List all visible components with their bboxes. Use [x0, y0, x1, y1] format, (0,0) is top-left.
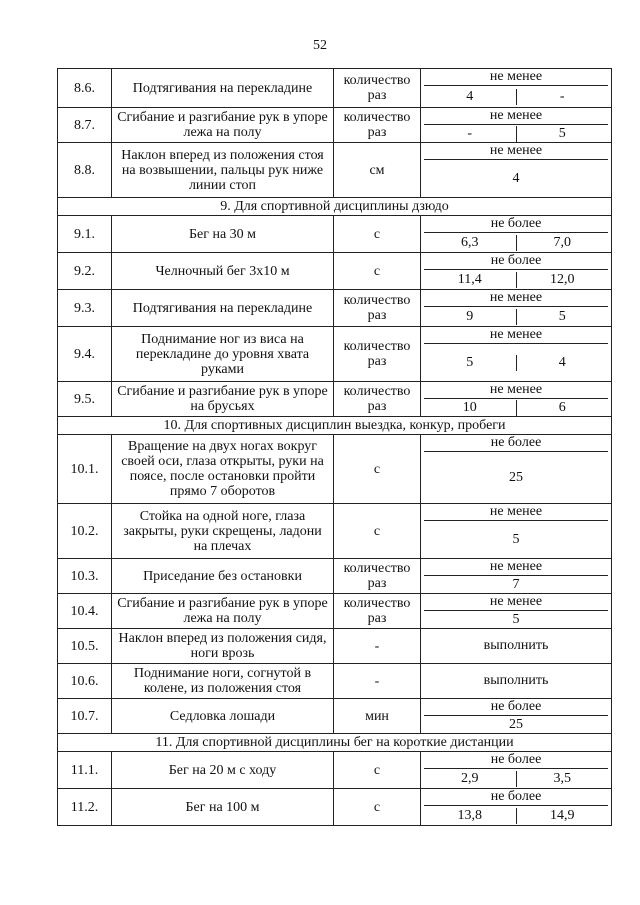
table-row [58, 629, 612, 664]
norm-label: не менее [424, 327, 608, 344]
item-number: 8.7. [58, 108, 112, 143]
exercise-name: Вращение на двух ногах вокруг своей оси, глаза открыты, руки на поясе, после остановки пройти прямо 7 оборотов [112, 435, 334, 504]
norm-label: не менее [424, 559, 608, 576]
table-row [58, 327, 612, 382]
exercise-name: Бег на 100 м [112, 789, 334, 826]
norm-cell [421, 216, 612, 253]
norm-cell [421, 594, 612, 629]
norm-value: 3,5 [516, 771, 609, 787]
norm-value: 11,4 [457, 271, 482, 287]
unit-of-measure: с [334, 216, 421, 253]
item-number: 9.4. [58, 327, 112, 382]
table-row [58, 253, 612, 290]
norm-value: 5 [516, 309, 609, 325]
item-number: 9.2. [58, 253, 112, 290]
unit-of-measure: с [334, 789, 421, 826]
norm-cell [421, 664, 612, 699]
norm-cell [421, 253, 612, 290]
exercise-name: Поднимание ноги, согнутой в колене, из положения стоя [112, 664, 334, 699]
norm-value: 4 [466, 88, 474, 104]
exercise-name: Подтягивания на перекладине [112, 69, 334, 108]
norm-label: не менее [424, 504, 608, 521]
standards-table [57, 68, 612, 826]
norm-value: 6 [516, 400, 609, 416]
norm-value: 5 [512, 611, 520, 627]
exercise-name: Наклон вперед из положения стоя на возвышении, пальцы рук ниже линии стоп [112, 143, 334, 198]
norm-label: не более [424, 253, 608, 270]
exercise-name: Бег на 20 м с ходу [112, 752, 334, 789]
norm-value: 7,0 [516, 235, 609, 251]
norm-cell [421, 789, 612, 826]
page-number: 52 [313, 38, 327, 53]
norm-label: не менее [424, 382, 608, 399]
item-number: 10.5. [58, 629, 112, 664]
table-row [58, 216, 612, 253]
item-number: 9.5. [58, 382, 112, 417]
norm-value: 5 [516, 126, 609, 142]
norm-cell [421, 382, 612, 417]
exercise-name: Наклон вперед из положения сидя, ноги врозь [112, 629, 334, 664]
unit-of-measure: - [334, 629, 421, 664]
norm-value: - [467, 125, 473, 141]
item-number: 10.6. [58, 664, 112, 699]
norm-label: не менее [424, 69, 608, 86]
norm-cell [421, 559, 612, 594]
unit-of-measure: количество раз [334, 559, 421, 594]
table-row [58, 699, 612, 734]
unit-of-measure: - [334, 664, 421, 699]
norm-label: не менее [424, 108, 608, 125]
unit-of-measure: количество раз [334, 327, 421, 382]
unit-of-measure: см [334, 143, 421, 198]
table-row [58, 108, 612, 143]
norm-value: 5 [512, 531, 520, 547]
section-row [58, 417, 612, 435]
unit-of-measure: количество раз [334, 594, 421, 629]
item-number: 10.3. [58, 559, 112, 594]
norm-value: 10 [462, 399, 477, 415]
norm-label: не менее [424, 290, 608, 307]
unit-of-measure: мин [334, 699, 421, 734]
exercise-name: Приседание без остановки [112, 559, 334, 594]
norm-cell [421, 699, 612, 734]
table-row [58, 752, 612, 789]
norm-value: 13,8 [457, 807, 482, 823]
table-row [58, 559, 612, 594]
table-row [58, 290, 612, 327]
exercise-name: Сгибание и разгибание рук в упоре на брусьях [112, 382, 334, 417]
norm-cell [421, 143, 612, 198]
unit-of-measure: количество раз [334, 69, 421, 108]
exercise-name: Сгибание и разгибание рук в упоре лежа на полу [112, 594, 334, 629]
norm-label: не более [424, 699, 608, 716]
norm-cell [421, 752, 612, 789]
unit-of-measure: с [334, 752, 421, 789]
table-row [58, 594, 612, 629]
norm-value: 6,3 [461, 234, 479, 250]
norm-value: 7 [512, 576, 520, 592]
norm-value: 5 [466, 354, 474, 370]
item-number: 11.2. [58, 789, 112, 826]
exercise-name: Челночный бег 3х10 м [112, 253, 334, 290]
section-title: 10. Для спортивных дисциплин выездка, конкур, пробеги [58, 417, 612, 435]
unit-of-measure: количество раз [334, 382, 421, 417]
norm-value: 4 [512, 170, 520, 186]
item-number: 10.1. [58, 435, 112, 504]
norm-value: - [516, 89, 609, 105]
norm-label: не более [424, 789, 608, 806]
table-row [58, 69, 612, 108]
item-number: 9.1. [58, 216, 112, 253]
norm-label: не менее [424, 594, 608, 611]
norm-cell [421, 290, 612, 327]
table-row [58, 664, 612, 699]
norm-cell [421, 69, 612, 108]
norm-value: 2,9 [461, 770, 479, 786]
item-number: 10.7. [58, 699, 112, 734]
norm-cell [421, 504, 612, 559]
unit-of-measure: количество раз [334, 290, 421, 327]
norm-label: не более [424, 435, 608, 452]
norm-value: выполнить [483, 673, 549, 688]
norm-value: 12,0 [516, 272, 609, 288]
exercise-name: Сгибание и разгибание рук в упоре лежа на полу [112, 108, 334, 143]
exercise-name: Подтягивания на перекладине [112, 290, 334, 327]
norm-label: не более [424, 216, 608, 233]
norm-label: не менее [424, 143, 608, 160]
exercise-name: Поднимание ног из виса на перекладине до уровня хвата руками [112, 327, 334, 382]
norm-cell [421, 327, 612, 382]
norm-value: 25 [509, 716, 523, 732]
norm-cell [421, 435, 612, 504]
item-number: 10.4. [58, 594, 112, 629]
section-title: 11. Для спортивной дисциплины бег на короткие дистанции [58, 734, 612, 752]
exercise-name: Седловка лошади [112, 699, 334, 734]
item-number: 8.6. [58, 69, 112, 108]
item-number: 10.2. [58, 504, 112, 559]
norm-value: выполнить [483, 638, 549, 653]
table-row [58, 435, 612, 504]
section-title: 9. Для спортивной дисциплины дзюдо [58, 198, 612, 216]
norm-label: не более [424, 752, 608, 769]
item-number: 9.3. [58, 290, 112, 327]
item-number: 11.1. [58, 752, 112, 789]
exercise-name: Бег на 30 м [112, 216, 334, 253]
norm-value: 9 [466, 308, 474, 324]
section-row [58, 734, 612, 752]
norm-cell [421, 108, 612, 143]
section-row [58, 198, 612, 216]
norm-value: 14,9 [516, 808, 609, 824]
norm-cell [421, 629, 612, 664]
table-row [58, 143, 612, 198]
norm-value: 4 [516, 355, 609, 371]
table-row [58, 789, 612, 826]
unit-of-measure: количество раз [334, 108, 421, 143]
unit-of-measure: с [334, 504, 421, 559]
table-row [58, 504, 612, 559]
unit-of-measure: с [334, 435, 421, 504]
item-number: 8.8. [58, 143, 112, 198]
table-row [58, 382, 612, 417]
unit-of-measure: с [334, 253, 421, 290]
norm-value: 25 [509, 469, 523, 485]
exercise-name: Стойка на одной ноге, глаза закрыты, руки скрещены, ладони на плечах [112, 504, 334, 559]
